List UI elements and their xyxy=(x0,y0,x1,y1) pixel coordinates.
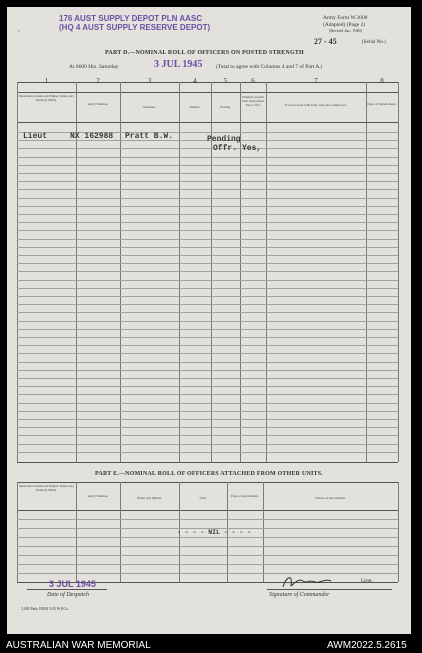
entry-rank: Lieut xyxy=(23,132,48,141)
column-rule xyxy=(266,82,267,462)
despatch-label: Date of Despatch xyxy=(47,592,89,598)
row-rule xyxy=(17,435,398,436)
row-rule xyxy=(17,329,398,330)
row-rule xyxy=(17,452,398,453)
row-rule xyxy=(17,181,398,182)
column-rule xyxy=(120,482,121,582)
form-adapted: (Adapted) (Page 2) xyxy=(323,22,366,28)
unit-stamp-line2: (HQ 4 AUST SUPPLY RESERVE DEPOT) xyxy=(59,23,211,32)
row-rule xyxy=(17,296,398,297)
row-rule xyxy=(17,304,398,305)
col-5-header: Posting. xyxy=(219,105,232,109)
row-rule xyxy=(17,370,398,371)
commander-signature xyxy=(279,573,339,593)
col-4-number: 4 xyxy=(193,77,197,85)
archive-reference: AWM2022.5.2615 xyxy=(327,640,407,651)
column-rule xyxy=(120,82,121,462)
row-rule xyxy=(17,537,398,538)
part-d-date: 3 JUL 1945 xyxy=(154,59,203,70)
col-6-number: 6 xyxy=(251,77,255,85)
row-rule xyxy=(17,165,398,166)
col-7-header: If not present with Unit, state how employed. xyxy=(285,103,347,107)
e-col-5-header: Date of Attachment. xyxy=(231,494,259,498)
col-5-number: 5 xyxy=(223,77,228,85)
row-rule xyxy=(17,214,398,215)
e-col-4-header: Unit. xyxy=(199,496,207,500)
col-3-header: Surname. xyxy=(143,105,156,109)
e-col-3-header: Name and Initials. xyxy=(137,496,162,500)
column-rule xyxy=(398,482,399,582)
row-rule xyxy=(17,312,398,313)
part-d-time: At 0600 Hrs. Saturday xyxy=(69,64,119,70)
entry-surname: Pratt B.W. xyxy=(125,132,174,141)
row-rule xyxy=(17,519,398,520)
part-e-title: PART E.—NOMINAL ROLL OF OFFICERS ATTACHED FROM OTHER UNITS. xyxy=(95,471,323,477)
row-rule xyxy=(17,337,398,338)
row-rule xyxy=(17,362,398,363)
row-rule xyxy=(17,411,398,412)
column-rule xyxy=(17,82,18,462)
row-rule xyxy=(17,247,398,248)
row-rule xyxy=(17,206,398,207)
serial-label: (Serial No.) xyxy=(362,40,386,45)
despatch-date-stamp: 3 JUL 1945 xyxy=(49,579,96,589)
document-page xyxy=(7,7,411,634)
row-rule xyxy=(17,255,398,256)
col-4-header: Initials. xyxy=(189,105,201,109)
row-rule xyxy=(17,555,398,556)
row-rule xyxy=(17,378,398,379)
serial-number: 27 - 45 xyxy=(314,37,337,46)
signatory-rank: Lieut. xyxy=(361,579,373,584)
column-rule xyxy=(263,482,264,582)
row-rule xyxy=(17,394,398,395)
col-1-number: 1 xyxy=(44,77,49,85)
row-rule xyxy=(17,288,398,289)
archive-footer xyxy=(0,638,422,653)
row-rule xyxy=(17,564,398,565)
form-number: Army Form W.3008 xyxy=(323,15,368,21)
unit-stamp-line1: 176 AUST SUPPLY DEPOT PLN AASC xyxy=(59,14,202,23)
row-rule xyxy=(17,345,398,346)
entry-army-number: NX 162988 xyxy=(70,132,114,141)
printer-imprint: 3,000 Pads 18938 5/43 W.P.Co. xyxy=(21,607,69,611)
row-rule xyxy=(17,573,398,574)
part-d-note: (Total to agree with Columns 4 and 7 of Part A.) xyxy=(216,64,323,70)
col-6-header: Whether present with Unit (Insert Yes or No) xyxy=(241,95,265,108)
e-col-6-header: Nature of Attachment. xyxy=(315,496,346,500)
row-rule xyxy=(17,157,398,158)
col-8-number: 8 xyxy=(380,77,384,85)
col-2-header: Army Number. xyxy=(87,102,109,106)
row-rule xyxy=(17,353,398,354)
entry-posting: Pending xyxy=(207,135,241,144)
e-col-2-header: Army Number. xyxy=(87,494,109,498)
part-e-nil: - - - - NIL - - - - xyxy=(177,529,252,536)
row-rule xyxy=(17,271,398,272)
row-rule xyxy=(17,239,398,240)
row-rule xyxy=(17,386,398,387)
column-rule xyxy=(76,482,77,582)
row-rule xyxy=(17,263,398,264)
row-rule xyxy=(17,148,398,149)
column-rule xyxy=(179,82,180,462)
form-revised: (Revised Jan., 1940) xyxy=(329,28,362,33)
row-rule xyxy=(17,173,398,174)
column-rule xyxy=(366,82,367,462)
column-rule xyxy=(17,482,18,582)
margin-marks: × xyxy=(17,29,21,35)
col-3-number: 3 xyxy=(147,77,152,85)
col-8-header: Date of Detach-ment. xyxy=(367,102,397,106)
row-rule xyxy=(17,419,398,420)
row-rule xyxy=(17,321,398,322)
row-rule xyxy=(17,280,398,281)
row-rule xyxy=(17,198,398,199)
e-col-1-header: Substantive Rank and Higher Temporary Rank (if Held). xyxy=(18,484,75,493)
col-7-number: 7 xyxy=(314,77,318,85)
row-rule xyxy=(17,444,398,445)
row-rule xyxy=(17,546,398,547)
part-d-title: PART D.—NOMINAL ROLL OF OFFICERS ON POSTED STRENGTH xyxy=(105,50,304,56)
archive-name: AUSTRALIAN WAR MEMORIAL xyxy=(6,640,151,651)
signature-label: Signature of Commander xyxy=(269,592,330,598)
row-rule xyxy=(17,222,398,223)
row-rule xyxy=(17,403,398,404)
col-2-number: 2 xyxy=(96,77,100,85)
entry-posting-line2: Offr. xyxy=(213,144,238,153)
entry-with-unit: Yes, xyxy=(242,144,262,153)
row-rule xyxy=(17,189,398,190)
col-1-header: Substantive Rank and Higher Temporary Rank (if Held). xyxy=(18,94,75,103)
row-rule xyxy=(17,427,398,428)
row-rule xyxy=(17,230,398,231)
column-rule xyxy=(398,82,399,462)
